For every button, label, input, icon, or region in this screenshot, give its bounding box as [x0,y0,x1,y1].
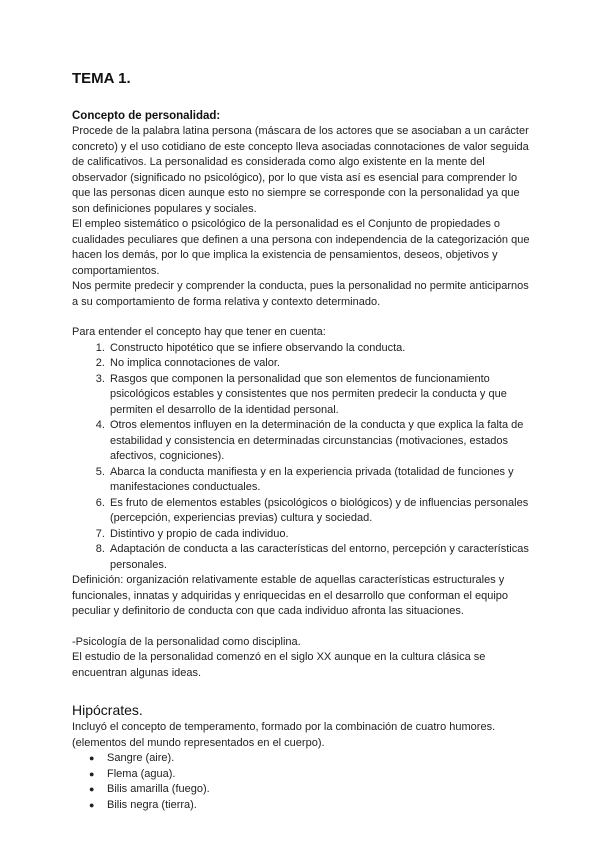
paragraph-empleo: El empleo sistemático o psicológico de la personalidad es el Conjunto de propiedades o cualidades peculiares que definen a una persona con independencia de la categorización que hacen los demás, por lo que implica la existencia de pensamientos, deseos, objetivos y comportamientos. [72,218,530,277]
list-item: 8. Adaptación de conducta a las características del entorno, percepción y características personales. [108,542,532,573]
list-item [72,751,532,767]
spacer [72,310,532,325]
list-item [72,767,532,783]
bullet-text: Flema (agua). [107,767,176,780]
bullet-text: Sangre (aire). [107,752,175,764]
bullet-icon: ● [89,753,95,763]
list-item: 4. Otros elementos influyen en la determinación de la conducta y que explica la falta de estabilidad y consistencia en determinadas circunstancias (motivaciones, estados afectivos, cogniciones). [108,418,532,465]
list-item [72,798,532,814]
spacer [72,681,532,696]
list-item [72,782,532,798]
section-heading-hipocrates [72,700,532,720]
bullet-text: Bilis negra (tierra). [107,798,197,811]
spacer [72,620,532,635]
bullet-icon: ● [89,768,95,779]
paragraph-predecir: Nos permite predecir y comprender la conducta, pues la personalidad no permite anticiparnos a su comportamiento de forma relativa y contexto determinado. [72,280,529,308]
definition-paragraph: Definición: organización relativamente estable de aquellas características estructurales y funcionales, innatas y adquiridas y enriquecidas en el desarrollo que conforman el equipo peculiar y definitorio de conducta con que cada individuo afronta las situaciones. [72,574,508,617]
hipocrates-name: Hipócrates [72,702,139,718]
page-title: TEMA 1. [72,70,131,87]
section-heading-personalidad: Concepto de personalidad: [72,110,221,122]
list-item: 1. Constructo hipotético que se infiere observando la conducta. [108,341,532,357]
document-body [72,68,532,813]
list-item: 5. Abarca la conducta manifiesta y en la experiencia privada (totalidad de funciones y manifestaciones conductuales. [108,465,532,496]
concept-numbered-list [72,341,532,574]
list-item: 3. Rasgos que componen la personalidad que son elementos de funcionamiento psicológicos estables y consistentes que nos permiten predecir la conducta y que permiten el desarrollo de la identidad personal. [108,372,532,419]
bullet-icon: ● [89,799,95,810]
humores-bullet-list [72,751,532,813]
history-paragraph: El estudio de la personalidad comenzó en el siglo XX aunque en la cultura clásica se encuentran algunas ideas. [72,651,486,679]
list-item: 6. Es fruto de elementos estables (psicológicos o biológicos) y de influencias personales (percepción, experiencias previas) cultura y sociedad. [108,496,532,527]
list-item: 2. No implica connotaciones de valor. [108,356,532,372]
discipline-line: -Psicología de la personalidad como disciplina. [72,635,301,648]
heading-period: . [138,702,143,718]
hipocrates-intro: Incluyó el concepto de temperamento, formado por la combinación de cuatro humores.(elementos del mundo representados en el cuerpo). [72,721,496,749]
list-item: 7. Distintivo y propio de cada individuo. [108,527,532,543]
paragraph-origen: Procede de la palabra latina persona (máscara de los actores que se asociaban a un carácter concreto) y el uso cotidiano de este concepto lleva asociadas connotaciones de valor seguida de calificativos. La personalidad es considerada como algo existente en la mente del observador (significado no psicológico), por lo que vista así es esencial para comprender lo que las personas dicen aunque esto no siempre se corresponde con la personalidad ya que son definiciones populares y sociales. [72,125,529,215]
list-intro: Para entender el concepto hay que tener en cuenta: [72,326,326,338]
bullet-text: Bilis amarilla (fuego). [107,783,210,795]
bullet-icon: ● [89,784,95,794]
